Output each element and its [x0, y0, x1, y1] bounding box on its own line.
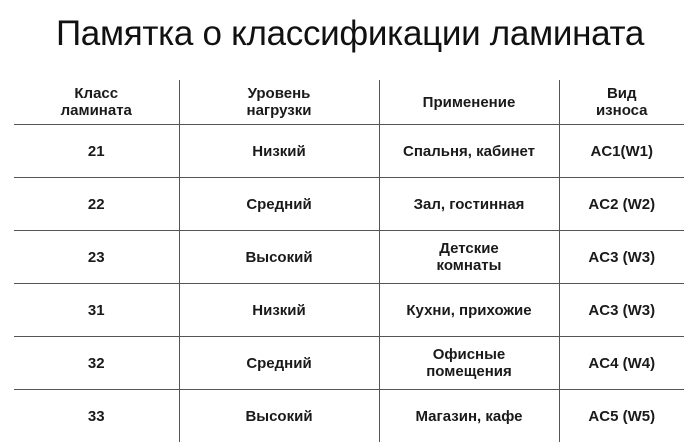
- table-row: [14, 284, 684, 337]
- cell-class: 23: [14, 231, 179, 284]
- cell-class: 33: [14, 390, 179, 443]
- cell-load: Низкий: [179, 125, 379, 178]
- cell-wear: AC5 (W5): [588, 407, 656, 425]
- cell-load: Высокий: [179, 231, 379, 284]
- cell-wear: AC2 (W2): [559, 178, 684, 231]
- cell-load: Высокий: [179, 390, 379, 443]
- cell-application: Магазин, кафе: [379, 390, 559, 443]
- header-load-level: Уровень нагрузки: [179, 80, 379, 125]
- cell-class: 32: [14, 337, 179, 390]
- table-row: [14, 178, 684, 231]
- page-title: Памятка о классификации ламината: [55, 14, 645, 53]
- cell-load: Средний: [179, 178, 379, 231]
- cell-application: Спальня, кабинет: [379, 125, 559, 178]
- table-row: [14, 390, 684, 443]
- header-wear-type: Вид износа: [559, 80, 684, 125]
- table-row: [14, 337, 684, 390]
- header-laminate-class: Класс ламината: [14, 80, 179, 125]
- cell-class: 31: [14, 284, 179, 337]
- cell-application: Детские комнаты: [379, 231, 559, 284]
- laminate-classification-table: [14, 80, 684, 442]
- table-row: [14, 231, 684, 284]
- table-header: [14, 80, 684, 125]
- cell-class: 22: [14, 178, 179, 231]
- cell-load: Средний: [179, 337, 379, 390]
- cell-application: Зал, гостинная: [379, 178, 559, 231]
- cell-class: 21: [14, 125, 179, 178]
- cell-wear: AC3 (W3): [559, 231, 684, 284]
- cell-load: Низкий: [179, 284, 379, 337]
- table-body: [14, 125, 684, 443]
- header-application: Применение: [379, 80, 559, 125]
- cell-wear: AC4 (W4): [559, 337, 684, 390]
- cell-application: Офисные помещения: [379, 337, 559, 390]
- header-row: [14, 80, 684, 125]
- cell-wear: AC3 (W3): [559, 284, 684, 337]
- table-row: [14, 125, 684, 178]
- cell-application: Кухни, прихожие: [379, 284, 559, 337]
- cell-wear: AC1(W1): [559, 125, 684, 178]
